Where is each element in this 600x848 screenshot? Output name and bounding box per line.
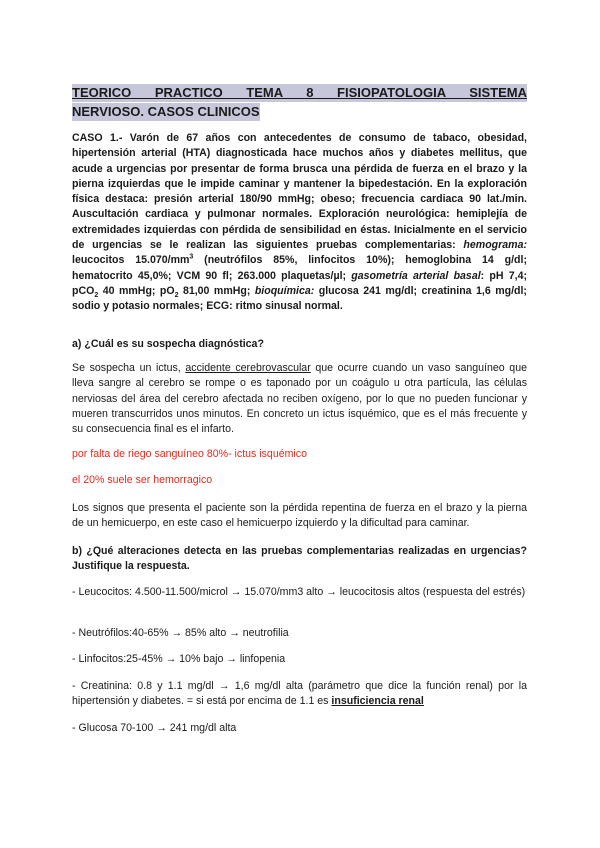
- red-note-hemorrhagic: el 20% suele ser hemorragico: [72, 474, 213, 486]
- gasometria-text-1: : pH 7,4; pCO: [72, 269, 527, 297]
- case-intro: - Varón de 67 años con antecedentes de consumo de tabaco, obesidad, hipertensión arterial (HTA) diagnosticada hace muchos años y diabetes mellitus, que acude a urgencias por presentar de forma brusca una pérdida de fuerza en el brazo y la pierna izquierdas que le impide caminar y mantener la bipedestación. En la exploración física destaca: presión arterial 180/90 mmHg; obeso; frecuencia cardiaca 90 lat./min. Auscultación cardiaca y pulmonar normales. Exploración neurológica: hemiplejía de extremidades izquierdas con pérdida de sensibilidad en éstas. Inicialmente en el servicio de urgencias se le realizan las siguientes pruebas complementarias:: [72, 132, 527, 252]
- red-note-ischemic: por falta de riego sanguíneo 80%- ictus isquémico: [72, 448, 307, 460]
- hemograma-rest: (neutrófilos 85%, linfocitos 10%); hemoglobina 14 g/dl; hematocrito 45,0%; VCM 90 fl; 263.000 plaquetas/µl;: [72, 254, 527, 282]
- creatinina-text: - Creatinina: 0.8 y 1.1 mg/dl → 1,6 mg/dl alta (parámetro que dice la función renal) por la hipertensión y diabetes. = si está por encima de 1.1 es: [72, 680, 527, 708]
- bioquimica-label: bioquímica:: [254, 284, 315, 297]
- gasometria-text-2: 40 mmHg; pO: [98, 284, 175, 297]
- case-label: CASO 1.: [72, 132, 119, 144]
- hemograma-text: leucocitos 15.070/mm: [72, 254, 190, 267]
- signs-paragraph: Los signos que presenta el paciente son la pérdida repentina de fuerza en el brazo y la pierna de un hemicuerpo, en este caso el hemicuerpo izquierdo y la dificultad para caminar.: [72, 502, 527, 530]
- answer-a-underlined: accidente cerebrovascular: [185, 362, 311, 374]
- insuficiencia-renal-emphasis: insuficiencia renal: [331, 695, 424, 708]
- leucocitos-item: - Leucocitos: 4.500-11.500/microl → 15.070/mm3 alto → leucocitosis altos (respuesta del estrés): [72, 586, 526, 598]
- glucosa-item: - Glucosa 70-100 → 241 mg/dl alta: [72, 722, 237, 734]
- linfocitos-item: - Linfocitos:25-45% → 10% bajo → linfopenia: [72, 653, 286, 665]
- answer-a-paragraph: [72, 361, 527, 437]
- answer-a-part-2: que ocurre cuando un vaso sanguíneo que lleva sangre al cerebro se rompe o es taponado por un coágulo u otra partícula, las células nerviosas del área del cerebro afectada no reciben oxígeno, por lo que no pueden funcionar y mueren transcurridos unos minutos. En concreto un ictus isquémico, que es el más frecuente y su consecuencia final es el infarto.: [72, 362, 527, 436]
- title-line-1: TEORICO PRACTICO TEMA 8 FISIOPATOLOGIA SISTEMA: [72, 85, 527, 100]
- subscript-2b: 2: [174, 292, 179, 300]
- gasometria-label: gasometría arterial basal: [351, 269, 481, 282]
- title-line-2: NERVIOSO. CASOS CLINICOS: [72, 104, 260, 119]
- answer-a-part-1: Se sospecha un ictus,: [72, 362, 186, 374]
- page-title: [72, 84, 527, 121]
- bioquimica-text: glucosa 241 mg/dl; creatinina 1,6 mg/dl; sodio y potasio normales; ECG: ritmo sinusal normal.: [72, 284, 527, 313]
- subscript-2a: 2: [94, 292, 99, 300]
- hemograma-label: hemograma:: [463, 239, 527, 252]
- neutrofilos-item: - Neutrófilos:40-65% → 85% alto → neutrofilia: [72, 627, 289, 639]
- question-a: a) ¿Cuál es su sospecha diagnóstica?: [72, 338, 264, 350]
- creatinina-item: [72, 679, 527, 710]
- gasometria-text-3: 81,00 mmHg;: [178, 284, 255, 297]
- case-description: [72, 131, 527, 315]
- question-b: b) ¿Qué alteraciones detecta en las pruebas complementarias realizadas en urgencias? Justifique la respuesta.: [72, 545, 527, 573]
- superscript-3: 3: [189, 253, 194, 261]
